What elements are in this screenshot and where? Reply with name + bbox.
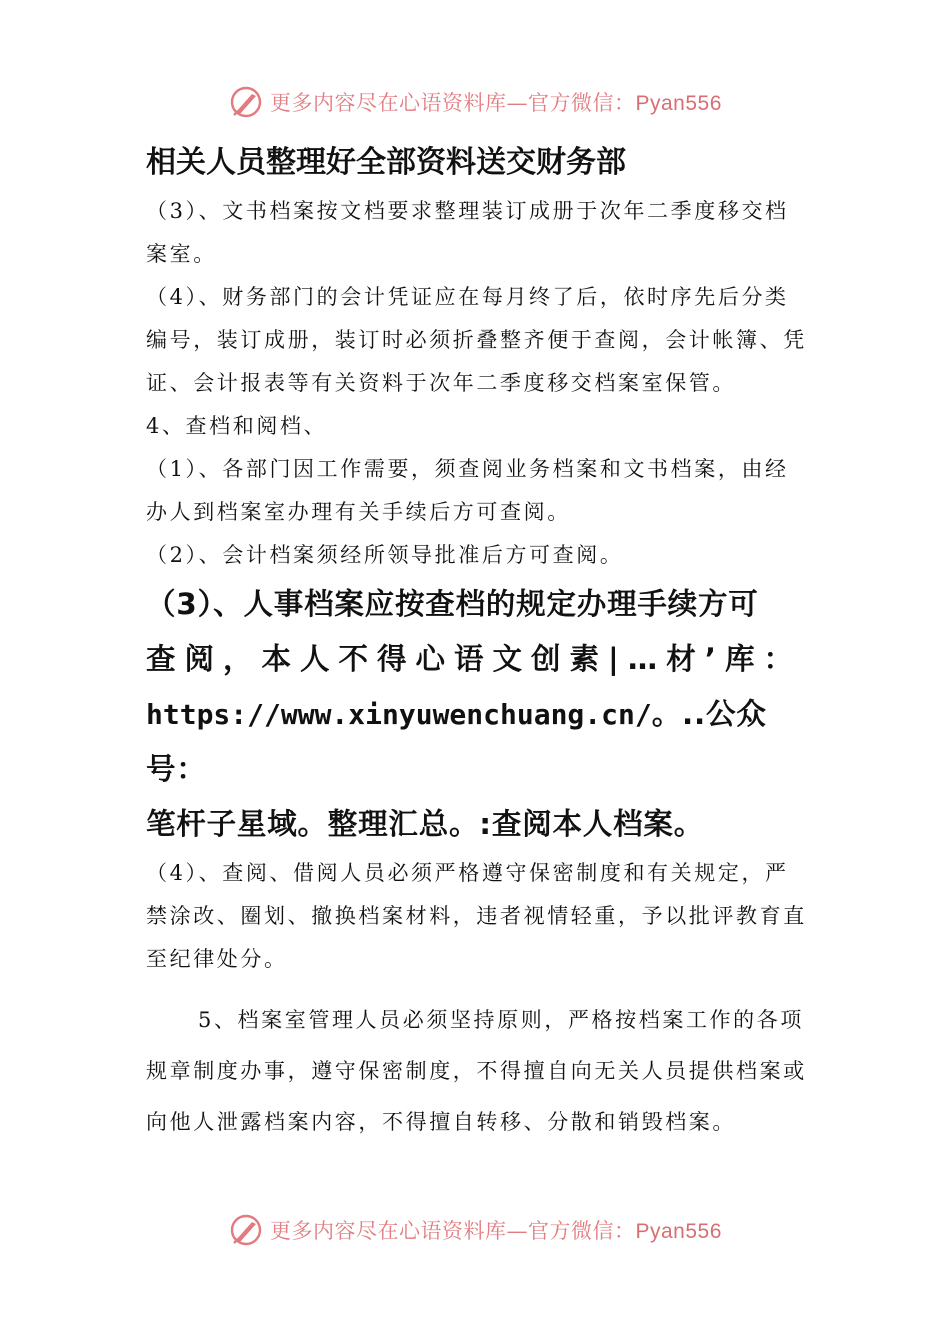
paragraph-manager-rules: 5、档案室管理人员必须坚持原则，严格按档案工作的各项规章制度办事，遵守保密制度，不得擅自向无关人员提供档案或向他人泄露档案内容，不得擅自转移、分散和销毁档案。: [146, 1008, 807, 1134]
banner-text: [270, 1215, 722, 1245]
paragraph-department-access: （1）、各部门因工作需要，须查阅业务档案和文书档案，由经办人到档案室办理有关手续后方可查阅。: [146, 457, 789, 524]
document-body: [146, 140, 810, 1148]
banner-main: 更多内容尽在心语资料库—官方微信：: [270, 91, 636, 115]
banner-main: 更多内容尽在心语资料库—官方微信：: [270, 1219, 636, 1243]
bold-line-account: 笔杆子星域。整理汇总。:查阅本人档案。: [146, 807, 704, 841]
bold-line-url: [146, 687, 810, 797]
header-banner[interactable]: [228, 82, 722, 122]
footer-banner[interactable]: [228, 1210, 722, 1250]
banner-text: [270, 87, 722, 117]
paragraph-accounting-approval: （2）、会计档案须经所领导批准后方可查阅。: [146, 543, 624, 567]
section-heading: 相关人员整理好全部资料送交财务部: [146, 145, 626, 180]
pen-logo-icon: [228, 1212, 264, 1248]
bold-line-url-rest: 。..公众号：: [146, 697, 767, 786]
bold-line-personnel: （3）、人事档案应按查档的规定办理手续方可: [146, 587, 759, 621]
banner-wechat-id: Pyan556: [635, 92, 722, 115]
paragraph-archive-transfer: （3）、文书档案按文档要求整理装订成册于次年二季度移交档案室。: [146, 199, 789, 266]
website-url[interactable]: https://www.xinyuwenchuang.cn/: [146, 698, 652, 731]
paragraph-accounting-vouchers: （4）、财务部门的会计凭证应在每月终了后，依时序先后分类编号，装订成册，装订时必须折叠整齐便于查阅，会计帐簿、凭证、会计报表等有关资料于次年二季度移交档案室保管。: [146, 285, 807, 395]
paragraph-confidentiality: （4）、查阅、借阅人员必须严格遵守保密制度和有关规定，严禁涂改、圈划、撤换档案材料，违者视情轻重，予以批评教育直至纪律处分。: [146, 861, 807, 971]
banner-wechat-id: Pyan556: [635, 1220, 722, 1243]
pen-logo-icon: [228, 84, 264, 120]
paragraph-section-4-title: 4、查档和阅档、: [146, 414, 328, 438]
bold-line-access: 查阅，本人不得心语文创素|…材’库：: [146, 642, 802, 676]
